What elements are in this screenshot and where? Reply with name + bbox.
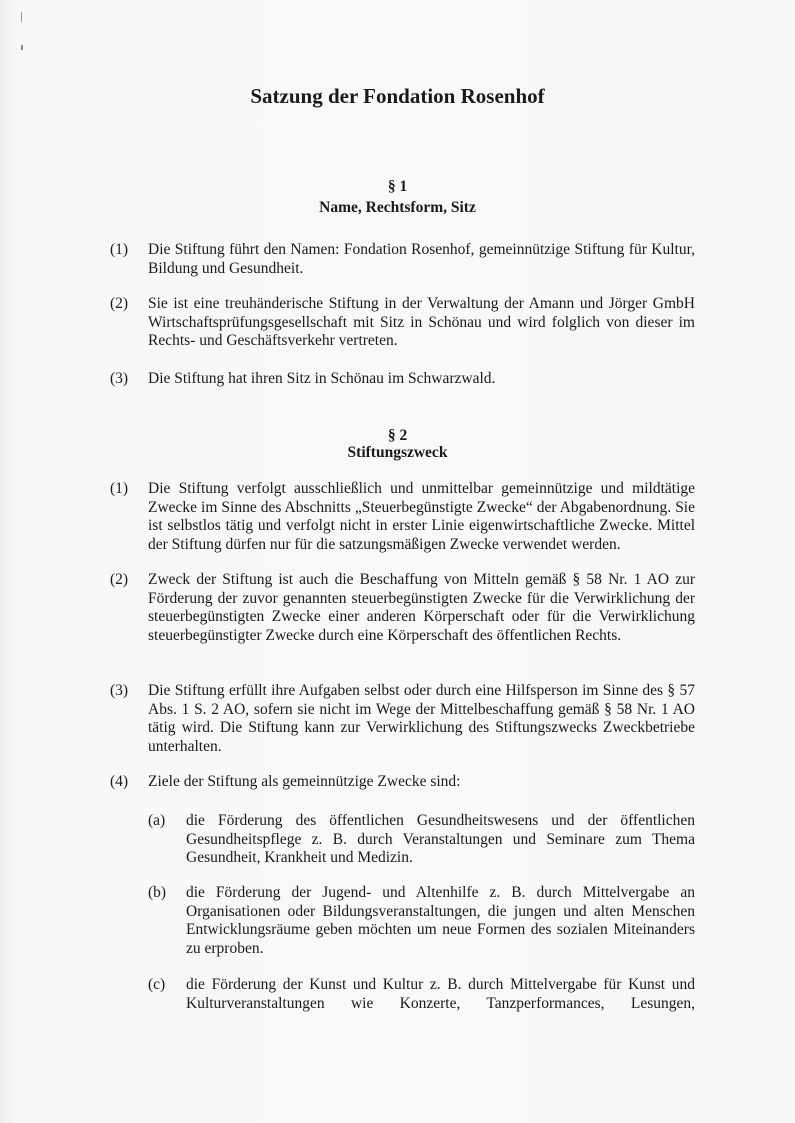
paragraph-text: Zweck der Stiftung ist auch die Beschaffung von Mitteln gemäß § 58 Nr. 1 AO zur Förderung der zuvor genannten steuerbegünstigten Zwecke für die Verwirklichung der steuerbegünstigten Zwecke einer anderen Körperschaft oder für die Verwirklichung steuerbegünstigter Zwecke durch eine Körperschaft des öffentlichen Rechts. xyxy=(148,571,695,644)
subitem-letter: (a) xyxy=(148,812,166,829)
section-1-number: § 1 xyxy=(387,178,408,195)
paragraph-text: Ziele der Stiftung als gemeinnützige Zwecke sind: xyxy=(148,773,461,790)
paragraph-text: Die Stiftung erfüllt ihre Aufgaben selbst oder durch eine Hilfsperson im Sinne des § 57 Abs. 1 S. 2 AO, sofern sie nicht im Wege der Mittelbeschaffung gemäß § 58 Nr. 1 AO tätig wird. Die Stiftung kann zur Verwirklichung des Stiftungszwecks Zweckbetriebe unterhalten. xyxy=(148,682,695,755)
section-1-heading: Name, Rechtsform, Sitz xyxy=(319,199,476,216)
subitem-letter: (c) xyxy=(148,976,166,993)
scan-mark xyxy=(21,45,23,50)
paragraph-number: (1) xyxy=(110,480,129,497)
subitem-letter: (b) xyxy=(148,884,167,901)
paragraph-text: Die Stiftung führt den Namen: Fondation Rosenhof, gemeinnützige Stiftung für Kultur, Bildung und Gesundheit. xyxy=(148,241,695,277)
section-2-number: § 2 xyxy=(387,427,408,444)
section-2-heading: Stiftungszweck xyxy=(347,444,448,461)
paragraph-text: Die Stiftung hat ihren Sitz in Schönau im Schwarzwald. xyxy=(148,370,496,387)
paragraph-text: Die Stiftung verfolgt ausschließlich und unmittelbar gemeinnützige und mildtätige Zwecke im Sinne des Abschnitts „Steuerbegünstigte Zwecke“ der Abgabenordnung. Sie ist selbstlos tätig und verfolgt nicht in erster Linie eigenwirtschaftliche Zwecke. Mittel der Stiftung dürfen nur für die satzungsmäßigen Zwecke verwendet werden. xyxy=(148,480,695,553)
paragraph-number: (3) xyxy=(110,370,129,387)
paragraph-number: (3) xyxy=(110,682,129,699)
paragraph-number: (2) xyxy=(110,295,129,312)
paragraph-text: Sie ist eine treuhänderische Stiftung in der Verwaltung der Amann und Jörger GmbH Wirtschaftsprüfungsgesellschaft mit Sitz in Schönau und wird folglich von dieser im Rechts- und Geschäftsverkehr vertreten. xyxy=(148,295,695,349)
subitem-text: die Förderung der Kunst und Kultur z. B. durch Mittelvergabe für Kunst und Kulturveranstaltungen wie Konzerte, Tanzperformances, Lesungen, xyxy=(186,976,695,1012)
paragraph-number: (4) xyxy=(110,773,129,790)
document-title: Satzung der Fondation Rosenhof xyxy=(250,84,545,108)
paragraph-number: (2) xyxy=(110,571,129,588)
subitem-text: die Förderung des öffentlichen Gesundheitswesens und der öffentlichen Gesundheitspflege z. B. durch Veranstaltungen und Seminare zum Thema Gesundheit, Krankheit und Medizin. xyxy=(186,812,695,866)
paragraph-number: (1) xyxy=(110,241,129,258)
subitem-text: die Förderung der Jugend- und Altenhilfe z. B. durch Mittelvergabe an Organisationen oder Bildungsveranstaltungen, die jungen und alten Menschen Entwicklungsräume geben möchten um neue Formen des sozialen Miteinanders zu erproben. xyxy=(186,884,695,957)
scan-mark xyxy=(21,12,22,22)
